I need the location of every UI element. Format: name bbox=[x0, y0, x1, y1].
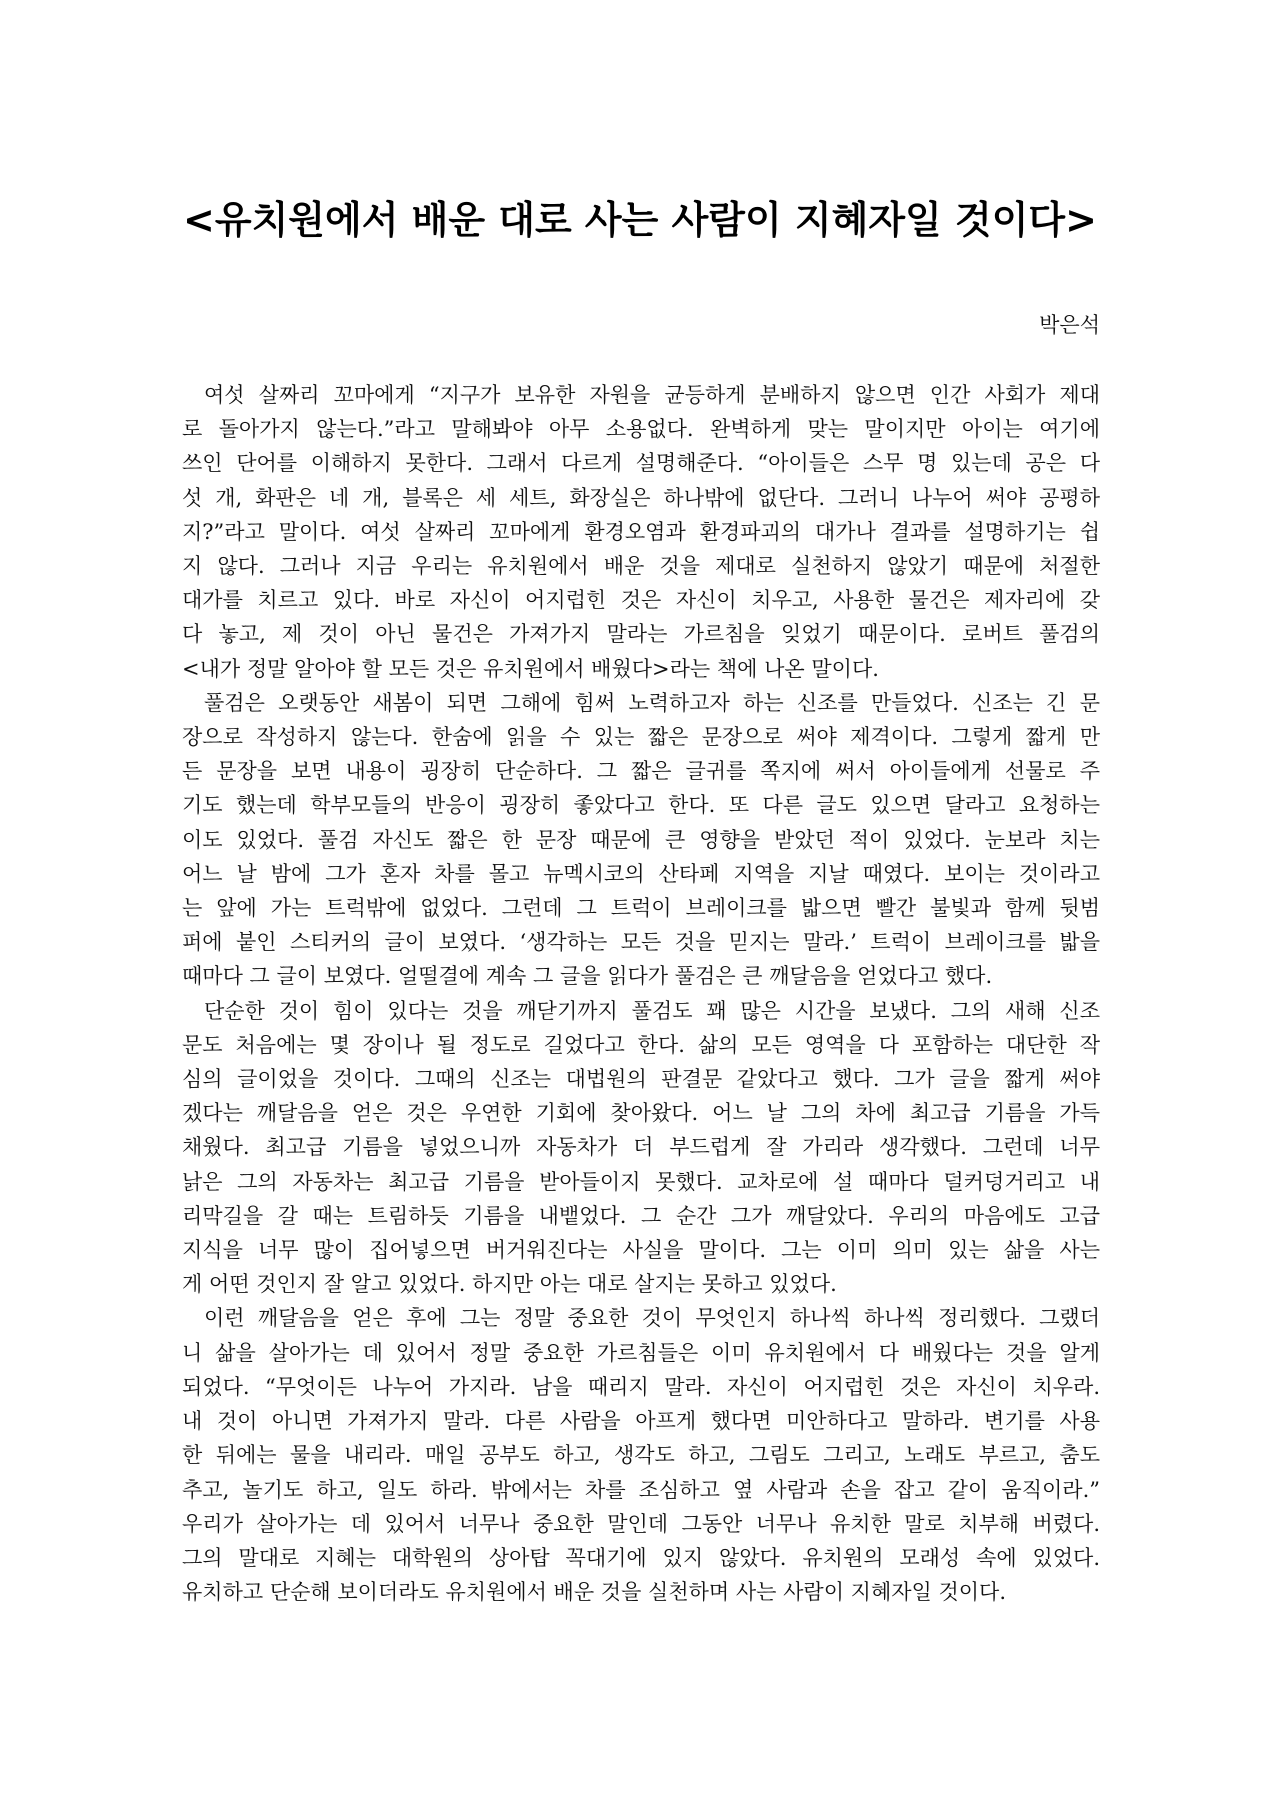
text-line: 리막길을 갈 때는 트림하듯 기름을 내뱉었다. 그 순간 그가 깨달았다. 우리의 마음에도 고급 bbox=[182, 1203, 1100, 1228]
text-line: 지식을 너무 많이 집어넣으면 버거워진다는 사실을 말이다. 그는 이미 의미 있는 삶을 사는 bbox=[182, 1238, 1100, 1263]
text-line: 이도 있었다. 풀검 자신도 짧은 한 문장 때문에 큰 영향을 받았던 적이 있었다. 눈보라 치는 bbox=[182, 827, 1100, 852]
text-line: 내 것이 아니면 가져가지 말라. 다른 사람을 아프게 했다면 미안하다고 말하라. 변기를 사용 bbox=[182, 1409, 1100, 1434]
text-line: 낡은 그의 자동차는 최고급 기름을 받아들이지 못했다. 교차로에 설 때마다 덜커덩거리고 내 bbox=[182, 1169, 1100, 1194]
paragraph-2 bbox=[182, 686, 1100, 994]
text-line: 게 어떤 것인지 잘 알고 있었다. 하지만 아는 대로 살지는 못하고 있었다. bbox=[182, 1272, 837, 1297]
text-line: 채웠다. 최고급 기름을 넣었으니까 자동차가 더 부드럽게 잘 가리라 생각했다. 그런데 너무 bbox=[182, 1135, 1100, 1160]
text-line: 그의 말대로 지혜는 대학원의 상아탑 꼭대기에 있지 않았다. 유치원의 모래성 속에 있었다. bbox=[182, 1545, 1100, 1570]
text-line: 기도 했는데 학부모들의 반응이 굉장히 좋았다고 한다. 또 다른 글도 있으면 달라고 요청하는 bbox=[182, 793, 1100, 818]
text-line: 되었다. “무엇이든 나누어 가지라. 남을 때리지 말라. 자신이 어지럽힌 것은 자신이 치우라. bbox=[182, 1374, 1100, 1399]
text-line: 니 삶을 살아가는 데 있어서 정말 중요한 가르침들은 이미 유치원에서 다 배웠다는 것을 알게 bbox=[182, 1340, 1100, 1365]
text-line: 는 앞에 가는 트럭밖에 없었다. 그런데 그 트럭이 브레이크를 밟으면 빨간 불빛과 함께 뒷범 bbox=[182, 896, 1100, 921]
text-line: 로 돌아가지 않는다.”라고 말해봐야 아무 소용없다. 완벽하게 맞는 말이지만 아이는 여기에 bbox=[182, 417, 1100, 442]
text-line: 여섯 살짜리 꼬마에게 “지구가 보유한 자원을 균등하게 분배하지 않으면 인간 사회가 제대 bbox=[204, 383, 1100, 407]
text-line: 추고, 놀기도 하고, 일도 하라. 밖에서는 차를 조심하고 옆 사람과 손을 잡고 같이 움직이라.” bbox=[182, 1477, 1100, 1502]
text-line: 어느 날 밤에 그가 혼자 차를 몰고 뉴멕시코의 산타페 지역을 지날 때였다. 보이는 것이라고 bbox=[182, 861, 1100, 886]
text-line: 심의 글이었을 것이다. 그때의 신조는 대법원의 판결문 같았다고 했다. 그가 글을 짧게 써야 bbox=[182, 1067, 1100, 1092]
text-line: 퍼에 붙인 스티커의 글이 보였다. ‘생각하는 모든 것을 믿지는 말라.’ 트럭이 브레이크를 밟을 bbox=[182, 930, 1100, 955]
text-line: 든 문장을 보면 내용이 굉장히 단순하다. 그 짧은 글귀를 쪽지에 써서 아이들에게 선물로 주 bbox=[182, 759, 1100, 784]
document-title: <유치원에서 배운 대로 사는 사람이 지혜자일 것이다> bbox=[183, 198, 1097, 242]
text-line: <내가 정말 알아야 할 모든 것은 유치원에서 배웠다>라는 책에 나온 말이다. bbox=[182, 656, 879, 681]
text-line: 풀검은 오랫동안 새봄이 되면 그해에 힘써 노력하고자 하는 신조를 만들었다. 신조는 긴 문 bbox=[204, 690, 1100, 715]
text-line: 섯 개, 화판은 네 개, 블록은 세 세트, 화장실은 하나밖에 없단다. 그러니 나누어 써야 공평하 bbox=[182, 485, 1100, 510]
text-line: 쓰인 단어를 이해하지 못한다. 그래서 다르게 설명해준다. “아이들은 스무 명 있는데 공은 다 bbox=[182, 451, 1100, 476]
text-line: 유치하고 단순해 보이더라도 유치원에서 배운 것을 실천하며 사는 사람이 지혜자일 것이다. bbox=[182, 1580, 1007, 1605]
text-line: 대가를 치르고 있다. 바로 자신이 어지럽힌 것은 자신이 치우고, 사용한 물건은 제자리에 갖 bbox=[182, 588, 1100, 613]
paragraph-4 bbox=[182, 1301, 1100, 1609]
paragraph-1 bbox=[182, 378, 1100, 686]
text-line: 때마다 그 글이 보였다. 얼떨결에 계속 그 글을 읽다가 풀검은 큰 깨달음을 얻었다고 했다. bbox=[182, 964, 993, 989]
text-line: 한 뒤에는 물을 내리라. 매일 공부도 하고, 생각도 하고, 그림도 그리고, 노래도 부르고, 춤도 bbox=[182, 1443, 1100, 1468]
document-body bbox=[182, 378, 1100, 1609]
text-line: 지 않다. 그러나 지금 우리는 유치원에서 배운 것을 제대로 실천하지 않았기 때문에 처절한 bbox=[182, 554, 1100, 579]
text-line: 문도 처음에는 몇 장이나 될 정도로 길었다고 한다. 삶의 모든 영역을 다 포함하는 대단한 작 bbox=[182, 1032, 1100, 1057]
author-name: 박은석 bbox=[1039, 313, 1100, 337]
text-line: 다 놓고, 제 것이 아닌 물건은 가져가지 말라는 가르침을 잊었기 때문이다. 로버트 풀검의 bbox=[182, 622, 1100, 647]
text-line: 지?”라고 말이다. 여섯 살짜리 꼬마에게 환경오염과 환경파괴의 대가나 결과를 설명하기는 쉽 bbox=[182, 519, 1100, 544]
text-line: 장으로 작성하지 않는다. 한숨에 읽을 수 있는 짧은 문장으로 써야 제격이다. 그렇게 짧게 만 bbox=[182, 725, 1100, 750]
text-line: 단순한 것이 힘이 있다는 것을 깨닫기까지 풀검도 꽤 많은 시간을 보냈다. 그의 새해 신조 bbox=[204, 998, 1100, 1023]
text-line: 이런 깨달음을 얻은 후에 그는 정말 중요한 것이 무엇인지 하나씩 하나씩 정리했다. 그랬더 bbox=[204, 1306, 1100, 1331]
paragraph-3 bbox=[182, 994, 1100, 1302]
text-line: 우리가 살아가는 데 있어서 너무나 중요한 말인데 그동안 너무나 유치한 말로 치부해 버렸다. bbox=[182, 1511, 1100, 1536]
text-line: 겠다는 깨달음을 얻은 것은 우연한 기회에 찾아왔다. 어느 날 그의 차에 최고급 기름을 가득 bbox=[182, 1101, 1100, 1126]
